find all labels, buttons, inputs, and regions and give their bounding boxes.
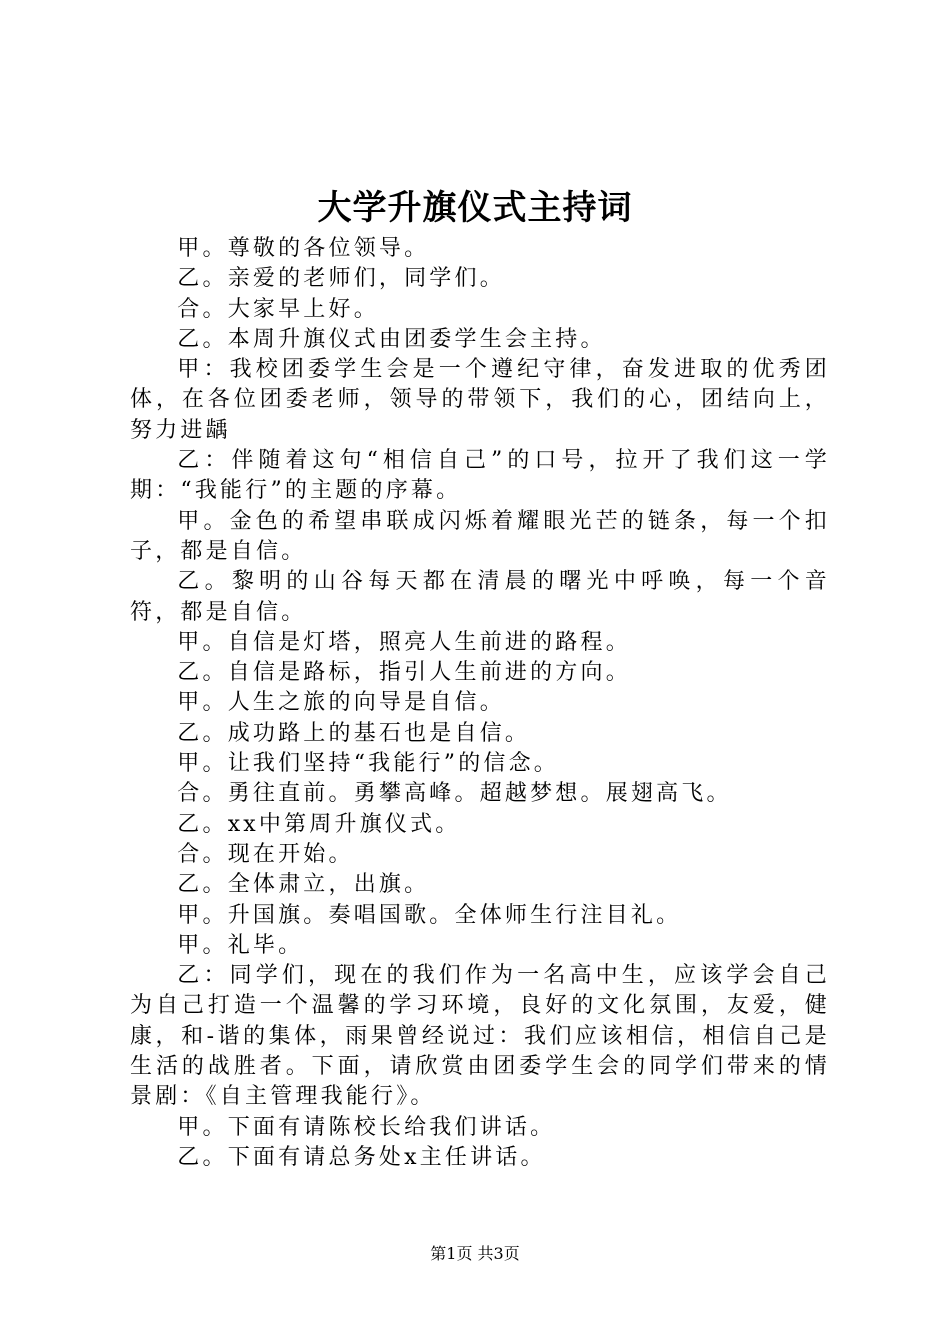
- paragraph: 甲：我校团委学生会是一个遵纪守律，奋发进取的优秀团体，在各位团委老师，领导的带领下，我们的心，团结向上，努力进龋: [130, 357, 830, 443]
- document-title: 大学升旗仪式主持词: [317, 188, 633, 228]
- paragraph: 甲。让我们坚持“我能行”的信念。: [177, 751, 559, 777]
- paragraph: 合。大家早上好。: [177, 296, 379, 322]
- paragraph: 乙。成功路上的基石也是自信。: [177, 720, 531, 746]
- paragraph: 乙：同学们，现在的我们作为一名高中生，应该学会自己为自己打造一个温馨的学习环境，良好的文化氛围，友爱，健康，和-谐的集体，雨果曾经说过：我们应该相信，相信自己是生活的战胜者。下面，请欣赏由团委学生会的同学们带来的情景剧：《自主管理我能行》。: [130, 963, 830, 1110]
- paragraph: 乙。亲爱的老师们，同学们。: [177, 266, 505, 292]
- paragraph: 甲。下面有请陈校长给我们讲话。: [177, 1114, 556, 1140]
- paragraph: 甲。礼毕。: [177, 932, 304, 958]
- paragraph: 乙。自信是路标，指引人生前进的方向。: [177, 660, 631, 686]
- paragraph: 乙。黎明的山谷每天都在清晨的曙光中呼唤，每一个音符，都是自信。: [130, 569, 830, 625]
- paragraph: 乙。下面有请总务处x主任讲话。: [177, 1144, 546, 1170]
- paragraph: 甲。自信是灯塔，照亮人生前进的路程。: [177, 629, 631, 655]
- paragraph: 乙。本周升旗仪式由团委学生会主持。: [177, 326, 606, 352]
- paragraph: 甲。升国旗。奏唱国歌。全体师生行注目礼。: [177, 902, 682, 928]
- paragraph: 合。现在开始。: [177, 841, 354, 867]
- paragraph: 甲。尊敬的各位领导。: [177, 236, 430, 261]
- paragraph: 合。勇往直前。勇攀高峰。超越梦想。展翅高飞。: [177, 781, 732, 807]
- paragraph: 乙。xx中第周升旗仪式。: [177, 811, 461, 837]
- document-body: [130, 234, 830, 1173]
- page-indicator: 第1页 共3页: [430, 1244, 520, 1263]
- paragraph: 乙。全体肃立，出旗。: [177, 872, 430, 898]
- paragraph: 乙：伴随着这句“相信自己”的口号，拉开了我们这一学期：“我能行”的主题的序幕。: [130, 448, 830, 504]
- paragraph: 甲。金色的希望串联成闪烁着耀眼光芒的链条，每一个扣子，都是自信。: [130, 508, 830, 564]
- paragraph: 甲。人生之旅的向导是自信。: [177, 690, 505, 716]
